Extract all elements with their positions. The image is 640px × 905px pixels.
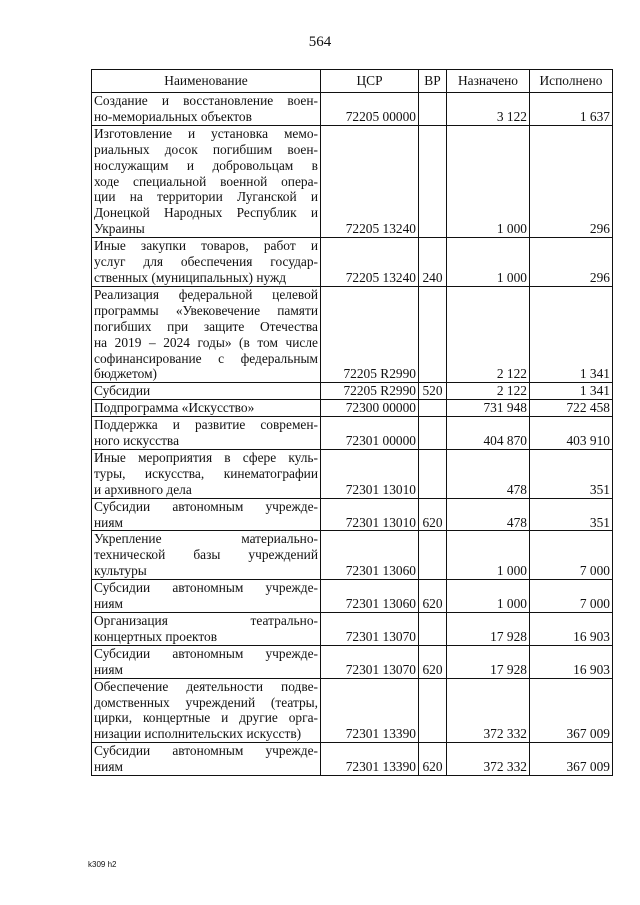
row-planned: 1 000: [447, 238, 530, 287]
row-name-line: софинансирование с федеральным: [94, 350, 318, 366]
table-row: [92, 613, 613, 646]
row-name-line: ного искусства: [94, 433, 180, 449]
row-name-line: Создание и восстановление воен-: [94, 93, 318, 108]
row-name-line: ниям: [94, 759, 123, 775]
row-name-line: Субсидии автономным учрежде-: [94, 580, 318, 596]
row-csr: 72300 00000: [321, 400, 419, 417]
row-vr: [419, 417, 447, 450]
row-name: [92, 613, 321, 646]
table-row: [92, 400, 613, 417]
row-vr: [419, 286, 447, 382]
table-row: [92, 383, 613, 400]
row-name-line: но-мемориальных объектов: [94, 108, 252, 124]
row-name-line: бюджетом): [94, 366, 158, 382]
row-planned: 1 000: [447, 580, 530, 613]
row-name-line: Субсидии автономным учрежде-: [94, 498, 318, 514]
row-name: [92, 645, 321, 678]
table-row: [92, 238, 613, 287]
row-vr: 620: [419, 498, 447, 531]
table-row: [92, 678, 613, 743]
row-vr: 620: [419, 580, 447, 613]
header-planned: Назначено: [447, 70, 530, 93]
row-csr: 72301 13070: [321, 645, 419, 678]
row-planned: 731 948: [447, 400, 530, 417]
row-csr: 72301 13060: [321, 580, 419, 613]
table-row: [92, 580, 613, 613]
row-vr: [419, 678, 447, 743]
row-csr: 72205 R2990: [321, 383, 419, 400]
row-name-line: туры, искусства, кинематографии: [94, 465, 318, 481]
row-name-line: на 2019 – 2024 годы» (в том числе: [94, 334, 318, 350]
row-csr: 72205 13240: [321, 238, 419, 287]
row-name-line: цирки, концертные и другие орга-: [94, 710, 318, 726]
row-name: [92, 383, 321, 400]
row-planned: 1 000: [447, 125, 530, 237]
row-name-line: ции на территории Луганской и: [94, 189, 318, 205]
table-body: [92, 93, 613, 776]
row-name-line: услуг для обеспечения государ-: [94, 254, 318, 270]
row-executed: 7 000: [530, 531, 613, 580]
row-executed: 367 009: [530, 743, 613, 776]
row-name-line: ниям: [94, 596, 123, 612]
row-csr: 72205 00000: [321, 93, 419, 126]
row-name: [92, 498, 321, 531]
table-row: [92, 417, 613, 450]
row-name: [92, 125, 321, 237]
row-name-line: ственных (муниципальных) нужд: [94, 269, 287, 285]
row-vr: [419, 613, 447, 646]
row-csr: 72205 R2990: [321, 286, 419, 382]
table-row: [92, 449, 613, 498]
row-name: [92, 417, 321, 450]
row-name-line: Подпрограмма «Искусство»: [94, 400, 255, 416]
table-row: [92, 743, 613, 776]
row-executed: 351: [530, 449, 613, 498]
row-name: [92, 286, 321, 382]
row-name: [92, 449, 321, 498]
row-name: [92, 580, 321, 613]
row-planned: 372 332: [447, 743, 530, 776]
row-executed: 403 910: [530, 417, 613, 450]
row-executed: 296: [530, 125, 613, 237]
row-name-line: Изготовление и установка мемо-: [94, 125, 318, 141]
row-name-line: культуры: [94, 563, 147, 579]
table-header-row: [92, 70, 613, 93]
row-csr: 72301 00000: [321, 417, 419, 450]
row-name-line: Реализация федеральной целевой: [94, 286, 318, 302]
table-row: [92, 93, 613, 126]
row-executed: 296: [530, 238, 613, 287]
row-vr: [419, 400, 447, 417]
row-name-line: риальных досок погибшим воен-: [94, 141, 318, 157]
row-vr: [419, 449, 447, 498]
row-vr: 520: [419, 383, 447, 400]
footer-code: k309 h2: [88, 860, 117, 869]
row-name-line: программы «Увековечение памяти: [94, 302, 318, 318]
budget-table: [91, 69, 613, 776]
header-vr: ВР: [419, 70, 447, 93]
row-name: [92, 93, 321, 126]
row-name: [92, 743, 321, 776]
row-csr: 72301 13070: [321, 613, 419, 646]
row-planned: 404 870: [447, 417, 530, 450]
row-name-line: Поддержка и развитие современ-: [94, 417, 318, 433]
row-vr: 620: [419, 645, 447, 678]
row-csr: 72301 13390: [321, 743, 419, 776]
row-name-line: Организация театрально-: [94, 613, 318, 628]
row-planned: 372 332: [447, 678, 530, 743]
row-name-line: технической базы учреждений: [94, 547, 318, 563]
header-name: Наименование: [92, 70, 321, 93]
row-name-line: Субсидии автономным учрежде-: [94, 743, 318, 759]
row-executed: 722 458: [530, 400, 613, 417]
page-number: 564: [308, 34, 332, 50]
row-planned: 3 122: [447, 93, 530, 126]
row-csr: 72301 13390: [321, 678, 419, 743]
row-name: [92, 238, 321, 287]
row-name-line: Укрепление материально-: [94, 531, 318, 547]
row-name-line: домственных учреждений (театры,: [94, 694, 318, 710]
row-csr: 72301 13060: [321, 531, 419, 580]
row-name-line: Субсидии автономным учрежде-: [94, 645, 318, 661]
table-row: [92, 286, 613, 382]
row-executed: 1 341: [530, 383, 613, 400]
row-name-line: Обеспечение деятельности подве-: [94, 678, 318, 694]
row-planned: 17 928: [447, 645, 530, 678]
row-executed: 351: [530, 498, 613, 531]
row-executed: 16 903: [530, 645, 613, 678]
row-csr: 72301 13010: [321, 498, 419, 531]
row-planned: 478: [447, 449, 530, 498]
row-executed: 1 637: [530, 93, 613, 126]
row-executed: 367 009: [530, 678, 613, 743]
table-row: [92, 125, 613, 237]
table-row: [92, 645, 613, 678]
row-name-line: низации исполнительских искусств): [94, 726, 302, 742]
row-vr: [419, 93, 447, 126]
row-name-line: нослужащим и добровольцам в: [94, 157, 318, 173]
row-executed: 1 341: [530, 286, 613, 382]
row-planned: 1 000: [447, 531, 530, 580]
row-name-line: Донецкой Народных Республик и: [94, 205, 318, 221]
row-name: [92, 400, 321, 417]
row-name-line: ниям: [94, 661, 123, 677]
row-name-line: и архивного дела: [94, 481, 192, 497]
row-name-line: Украины: [94, 221, 145, 237]
row-csr: 72205 13240: [321, 125, 419, 237]
row-planned: 17 928: [447, 613, 530, 646]
row-vr: [419, 125, 447, 237]
row-planned: 2 122: [447, 286, 530, 382]
row-vr: 620: [419, 743, 447, 776]
row-name-line: ниям: [94, 514, 123, 530]
row-name: [92, 531, 321, 580]
row-name-line: Иные закупки товаров, работ и: [94, 238, 318, 254]
row-name-line: концертных проектов: [94, 628, 218, 644]
row-name-line: Иные мероприятия в сфере куль-: [94, 449, 318, 465]
row-executed: 16 903: [530, 613, 613, 646]
header-executed: Исполнено: [530, 70, 613, 93]
row-executed: 7 000: [530, 580, 613, 613]
row-name: [92, 678, 321, 743]
row-vr: [419, 531, 447, 580]
row-csr: 72301 13010: [321, 449, 419, 498]
row-name-line: ходе специальной военной опера-: [94, 173, 318, 189]
table-row: [92, 498, 613, 531]
row-planned: 2 122: [447, 383, 530, 400]
table-row: [92, 531, 613, 580]
row-name-line: погибших при защите Отечества: [94, 318, 318, 334]
row-name-line: Субсидии: [94, 383, 151, 399]
header-csr: ЦСР: [321, 70, 419, 93]
row-vr: 240: [419, 238, 447, 287]
row-planned: 478: [447, 498, 530, 531]
